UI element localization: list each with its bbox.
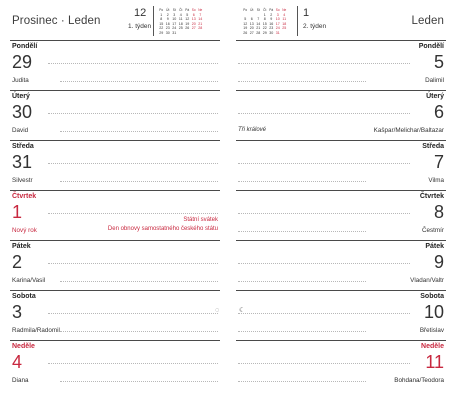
mini-calendar-day: 17 (275, 21, 280, 26)
day-date: 4 (12, 352, 23, 372)
writing-line (238, 363, 410, 364)
mini-calendar-day: 10 (275, 17, 280, 22)
mini-calendar-header: Ne (198, 8, 203, 12)
mini-calendar-day: 18 (282, 21, 287, 26)
mini-calendar-day: 19 (185, 21, 190, 26)
mini-calendar-day: 14 (256, 21, 261, 26)
mini-calendar-day: 30 (165, 30, 170, 35)
mini-calendar-header: So (191, 8, 196, 12)
mini-calendar-day: 3 (173, 12, 176, 17)
day-block-sunday (236, 340, 446, 391)
day-name: Úterý (12, 93, 30, 100)
writing-line (238, 81, 366, 82)
mini-calendar-header: Út (250, 8, 254, 12)
mini-calendar-day: 30 (269, 30, 274, 35)
mini-calendar-header: Čt (263, 8, 267, 12)
mini-calendar-day: 22 (262, 26, 267, 31)
mini-calendar-day: 17 (172, 21, 177, 26)
day-date: 9 (433, 252, 444, 272)
nameday-label: Čestmír (421, 227, 444, 234)
day-block-tuesday (236, 90, 446, 141)
right-header (236, 0, 446, 40)
day-block-monday (10, 40, 220, 91)
mini-calendar-day: 4 (179, 12, 182, 17)
day-block-tuesday (10, 90, 220, 141)
mini-calendar-day: 29 (159, 30, 164, 35)
moon-phase-icon: ☾ (239, 307, 246, 314)
day-date: 3 (12, 302, 23, 322)
writing-line (60, 331, 218, 332)
writing-line (238, 231, 366, 232)
mini-calendar-day: 24 (172, 26, 177, 31)
mini-calendar-header: Ne (282, 8, 287, 12)
day-name: Středa (12, 143, 34, 150)
day-date: 1 (12, 202, 23, 222)
mini-calendar-day: 8 (160, 17, 163, 22)
writing-line (238, 331, 366, 332)
writing-line (238, 163, 410, 164)
week-label: 2. týden (303, 23, 327, 30)
writing-line (60, 81, 218, 82)
mini-calendar-day: 21 (256, 26, 261, 31)
mini-calendar-day: 24 (275, 26, 280, 31)
mini-calendar-day: 2 (166, 12, 169, 17)
mini-calendar-day: 11 (178, 17, 183, 22)
day-block-saturday (10, 290, 220, 341)
day-name: Čtvrtek (12, 193, 37, 200)
mini-calendar-day: 11 (282, 17, 287, 22)
day-name: Pondělí (12, 43, 38, 50)
nameday-label: Bohdana/Teodora (394, 377, 444, 384)
week-number: 12 (134, 7, 147, 19)
day-name: Sobota (420, 293, 444, 300)
writing-line (48, 213, 218, 214)
day-block-thursday (10, 190, 220, 241)
day-date: 31 (12, 152, 33, 172)
holiday-label: Státní svátek (183, 217, 218, 223)
week-label: 1. týden (128, 23, 152, 30)
day-block-friday (10, 240, 220, 291)
day-date: 29 (12, 52, 33, 72)
writing-line (48, 63, 218, 64)
writing-line (238, 263, 410, 264)
day-name: Středa (422, 143, 444, 150)
mini-calendar-day: 23 (269, 26, 274, 31)
day-date: 5 (433, 52, 444, 72)
day-date: 10 (423, 302, 444, 322)
mini-calendar-day: 27 (249, 30, 254, 35)
mini-calendar-day: 22 (159, 26, 164, 31)
month-title: Prosinec · Leden (12, 15, 101, 27)
nameday-label: Nový rok (12, 227, 37, 234)
day-date: 2 (12, 252, 23, 272)
mini-calendar-day: 21 (198, 21, 203, 26)
feast-label: Tři králové (238, 127, 267, 133)
moon-phase-icon: ◌ (215, 307, 220, 314)
day-block-wednesday (10, 140, 220, 191)
writing-line (60, 181, 218, 182)
mini-calendar-day: 29 (262, 30, 267, 35)
nameday-label: Radmila/Radomil (12, 327, 60, 334)
mini-calendar-day (197, 31, 204, 36)
mini-calendar-header: St (172, 8, 176, 12)
mini-calendar-day: 4 (283, 12, 286, 17)
day-block-wednesday (236, 140, 446, 191)
mini-calendar-day (281, 31, 288, 36)
mini-calendar-day: 14 (198, 17, 203, 22)
mini-calendar-header: Po (243, 8, 248, 12)
day-name: Pondělí (418, 43, 444, 50)
day-date: 8 (433, 202, 444, 222)
mini-calendar-day: 20 (191, 21, 196, 26)
mini-calendar-day: 5 (244, 17, 247, 22)
day-name: Čtvrtek (419, 193, 444, 200)
nameday-label: Diana (12, 377, 29, 384)
month-title: Leden (411, 15, 444, 27)
mini-calendar-header: So (275, 8, 280, 12)
mini-calendar-day: 25 (282, 26, 287, 31)
mini-calendar-day: 27 (191, 26, 196, 31)
mini-calendar-day: 18 (178, 21, 183, 26)
mini-calendar-day: 23 (165, 26, 170, 31)
mini-calendar-header: Po (159, 8, 164, 12)
writing-line (48, 113, 218, 114)
day-date: 30 (12, 102, 33, 122)
nameday-label: David (12, 127, 29, 134)
nameday-label: Karina/Vasil (12, 277, 46, 284)
writing-line (48, 363, 218, 364)
mini-calendar-day: 9 (166, 17, 169, 22)
writing-line (238, 281, 366, 282)
day-name: Pátek (12, 243, 31, 250)
mini-calendar-day: 9 (270, 17, 273, 22)
writing-line (238, 313, 410, 314)
mini-calendar-day: 13 (249, 21, 254, 26)
day-block-thursday (236, 190, 446, 241)
mini-calendar-day: 12 (243, 21, 248, 26)
writing-line (48, 263, 218, 264)
writing-line (60, 281, 218, 282)
mini-calendar-day: 15 (262, 21, 267, 26)
mini-calendar-day: 20 (249, 26, 254, 31)
mini-calendar-day: 3 (276, 12, 279, 17)
mini-calendar-day: 6 (250, 17, 253, 22)
nameday-label: Vilma (428, 177, 444, 184)
writing-line (60, 381, 218, 382)
writing-line (60, 131, 218, 132)
mini-calendar-day: 6 (192, 12, 195, 17)
mini-calendar-day: 8 (263, 17, 266, 22)
writing-line (238, 213, 410, 214)
day-block-monday (236, 40, 446, 91)
mini-calendar-day: 26 (243, 30, 248, 35)
writing-line (238, 181, 366, 182)
mini-calendar-header: Út (166, 8, 170, 12)
writing-line (238, 113, 410, 114)
week-number: 1 (303, 7, 310, 19)
mini-calendar-day: 2 (270, 12, 273, 17)
nameday-label: Břetislav (419, 327, 444, 334)
nameday-label: Silvestr (12, 177, 33, 184)
day-name: Neděle (421, 343, 444, 350)
mini-calendar-day: 16 (269, 21, 274, 26)
writing-line (48, 313, 218, 314)
day-date: 11 (425, 352, 444, 372)
day-date: 7 (433, 152, 444, 172)
mini-calendar-header: Čt (179, 8, 183, 12)
mini-calendar-day: 5 (186, 12, 189, 17)
mini-calendar-day: 28 (198, 26, 203, 31)
mini-calendar-day: 7 (257, 17, 260, 22)
mini-calendar (242, 8, 288, 36)
header-divider (153, 6, 154, 36)
mini-calendar-day: 13 (191, 17, 196, 22)
mini-calendar-day: 16 (165, 21, 170, 26)
day-block-saturday (236, 290, 446, 341)
mini-calendar-day: 31 (172, 30, 177, 35)
mini-calendar-day: 1 (160, 12, 163, 17)
day-block-sunday (10, 340, 220, 391)
mini-calendar-header: Pá (269, 8, 274, 12)
mini-calendar-header: Pá (185, 8, 190, 12)
mini-calendar-day: 19 (243, 26, 248, 31)
mini-calendar (158, 8, 204, 36)
day-name: Úterý (426, 93, 444, 100)
writing-line (238, 381, 366, 382)
writing-line (48, 163, 218, 164)
day-name: Sobota (12, 293, 36, 300)
mini-calendar-day: 31 (275, 30, 280, 35)
mini-calendar-day: 7 (199, 12, 202, 17)
mini-calendar-day: 1 (263, 12, 266, 17)
left-header (10, 0, 220, 40)
mini-calendar-day: 28 (256, 30, 261, 35)
mini-calendar-day: 10 (172, 17, 177, 22)
mini-calendar-header: St (256, 8, 260, 12)
day-block-friday (236, 240, 446, 291)
nameday-label: Judita (12, 77, 29, 84)
day-name: Neděle (12, 343, 35, 350)
mini-calendar-day: 15 (159, 21, 164, 26)
mini-calendar-day: 26 (185, 26, 190, 31)
mini-calendar-day: 12 (185, 17, 190, 22)
right-page (236, 0, 446, 400)
left-page (10, 0, 220, 400)
nameday-label: Dalimil (425, 77, 444, 84)
nameday-label: Vladan/Valtr (410, 277, 444, 284)
day-date: 6 (433, 102, 444, 122)
holiday-description: Den obnovy samostatného českého státu (107, 226, 218, 232)
writing-line (238, 63, 410, 64)
header-divider (297, 6, 298, 36)
mini-calendar-day: 25 (178, 26, 183, 31)
day-name: Pátek (425, 243, 444, 250)
nameday-label: Kašpar/Melichar/Baltazar (373, 127, 444, 134)
